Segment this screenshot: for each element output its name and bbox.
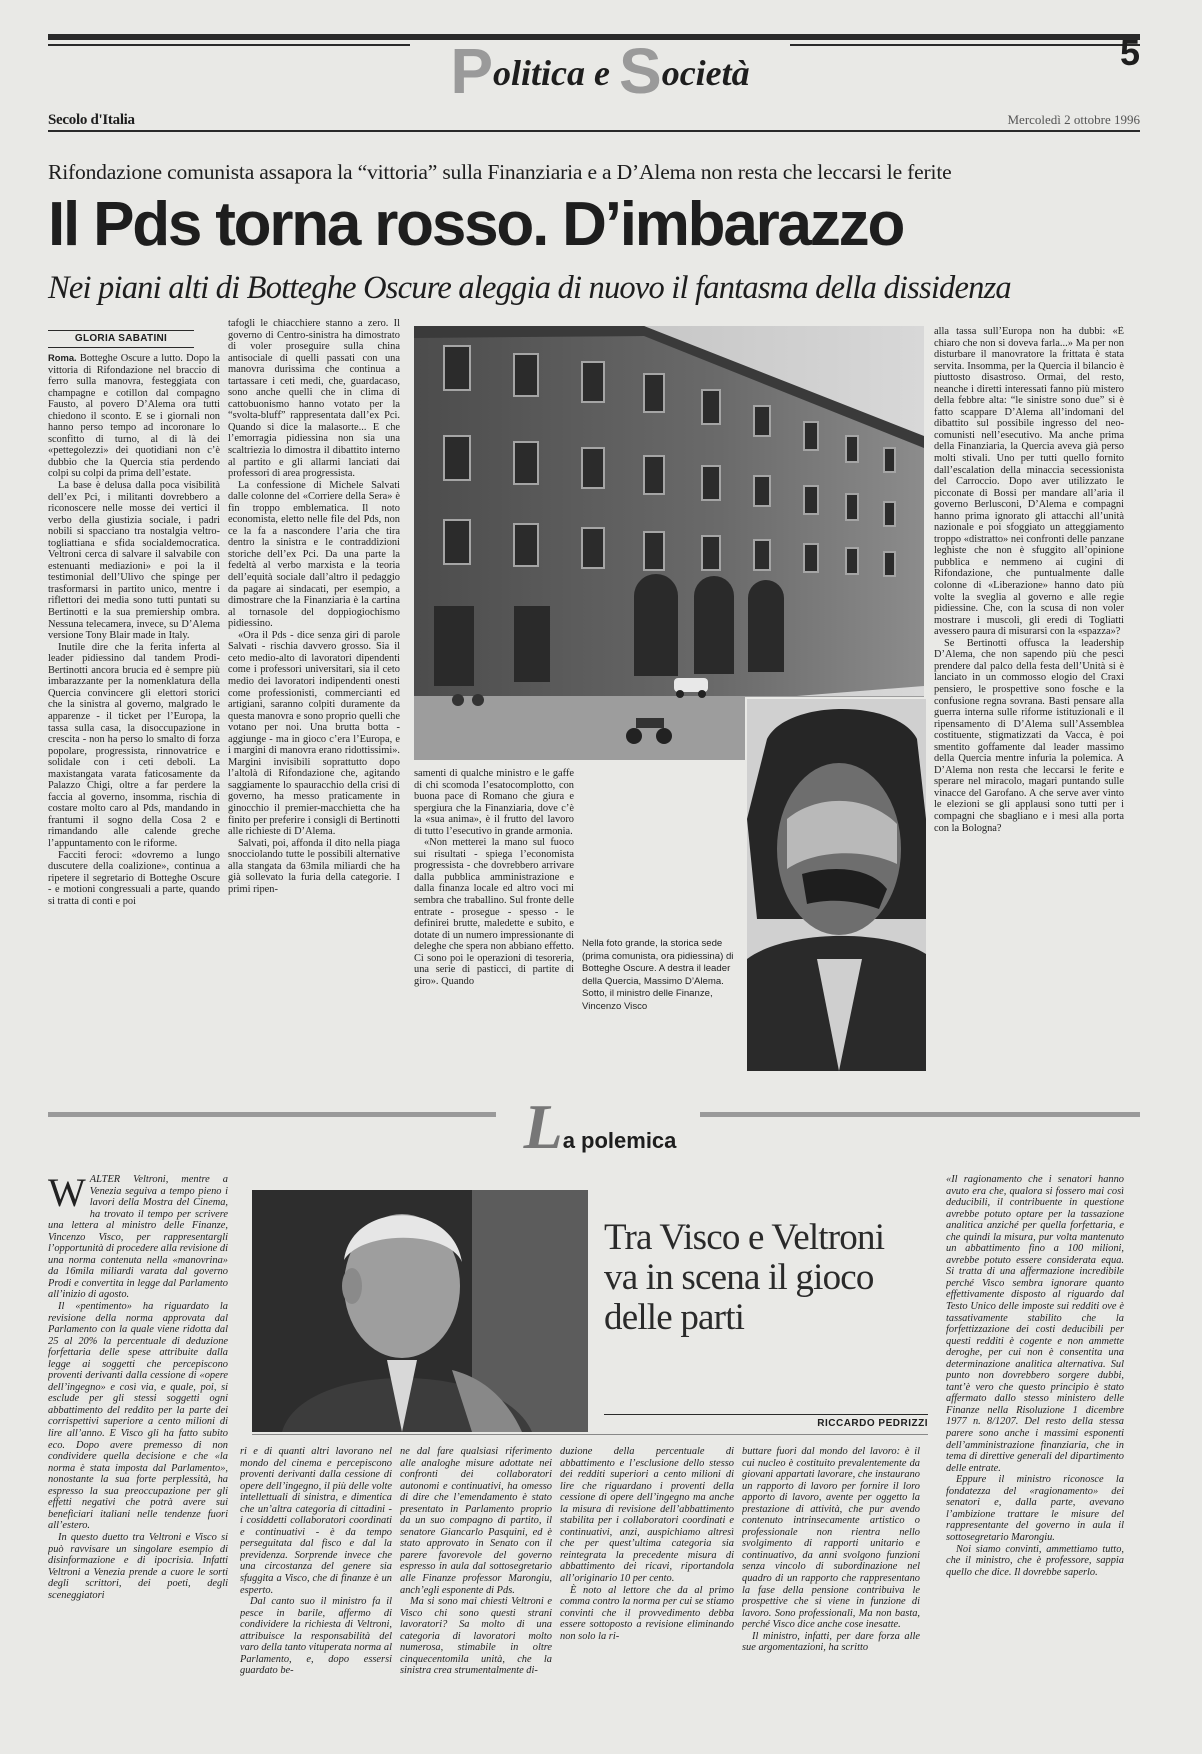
paper-name: Secolo d'Italia bbox=[48, 112, 135, 128]
lead-column-2 bbox=[228, 318, 400, 1042]
byline: GLORIA SABATINI bbox=[74, 333, 168, 344]
polemica-bottom-col-2 bbox=[400, 1446, 552, 1736]
dropcap-w: W bbox=[48, 1174, 86, 1215]
lead-col1-para-1: Botteghe Oscure a lutto. Dopo la vittoria di Rifondazione nel braccio di ferro sulla manovra, festeggiata con champagne e cotillon dal compagno Fausto, al povero D’Alema ora tutti chiedono il sconto. E se i giornali non hanno perso tempo ad incoronare lo sconfitto di turno, al di là dei «pettegolezzi» dei quotidiani non c’è dubbio che la Quercia stia perdendo colpi su colpi da prima dell’estate. bbox=[48, 353, 220, 480]
section-initial-s: S bbox=[619, 35, 662, 107]
polemica-left-column bbox=[48, 1174, 228, 1736]
kicker: Rifondazione comunista assapora la “vittoria” sulla Finanziaria e a D’Alema non resta che leccarsi le ferite bbox=[48, 160, 952, 184]
polemica-bottom-col-3 bbox=[560, 1446, 734, 1736]
polemica-left-para-2: Il «pentimento» ha riguardato la revisione della norma approvata dal Parlamento con la quale viene ridotta dal 25 al 20% la percentuale di deduzione forfettaria delle spese attribuite dalla legge ai soggetti che percepiscono proventi derivanti dalla cessione di «opere dell’ingegno» e così via, e quale, poi, si esclude per gli stessi soggetti ogni abbattimento del reddito per la parte dei corrispettivi superiore a cento milioni di lire all’anno. E Visco gli ha fatto subito eco. Dopo avere premesso di non condividere quella decisione e che «la norma è stata imposta dal Parlamento», nonostante la sua forte perplessità, ha espresso la sua preoccupazione per gli effetti negativi che potrà avere sui beneficiari italiani nelle tendenze fuori all’estero. bbox=[48, 1301, 228, 1532]
lead-column-3 bbox=[414, 768, 737, 1048]
lead-col2-para-4: Salvati, poi, affonda il dito nella piaga snocciolando tutte le possibili alternative alla stangata da 63mila miliardi che ha già sollevato la furia della categorie. I primi ripen- bbox=[228, 837, 400, 895]
polemica-bottom-para-6: È noto al lettore che da al primo comma contro la norma per cui se stiamo convinti che il provvedimento debba essere sottoposto a revisione eliminando non solo la ri- bbox=[560, 1584, 734, 1642]
page-number: 5 bbox=[1119, 32, 1140, 73]
building-illustration bbox=[414, 326, 924, 760]
lead-col4-para-1: alla tassa sull’Europa non ha dubbi: «È chiaro che non si doveva farla...» Ma per non disturbare il manovratore la frittata è stata servita. Insomma, per la Quercia il bilancio è piuttosto disastroso. Ormai, del resto, neanche i diretti interessati fanno più mistero della febbre alta: “le sinistre sono due” si è fatto scappare D’Alema all’indomani del dibattito sul possibile ingresso del neo-comunisti nell’esecutivo. Ma anche prima della Finanziaria, la Quercia aveva già perso molti stivali. Uno per tutti quello fornito dall’escalation della minaccia secessionista del Carroccio. Dopo aver utilizzato le picconate di Bossi per mandare all’aria il governo Berlusconi, D’Alema e compagni hanno prima ignorato gli attacchi all’unità nazionale e poi sfoggiato un atteggiamento troppo «distratto» nei confronti delle panzane leghiste che non è sfuggito all’opinione pubblica e nemmeno ai cugini di Rifondazione, che puntualmente dalle colonne di «Liberazione» hanno dato più volte la sveglia al governo e alle regie pidiessine. Che, con la scusa di non voler mostrare i muscoli, gli eredi di Togliatti avessero paura di misurarsi con la «spazza»? bbox=[934, 326, 1124, 638]
polemica-initial: L bbox=[523, 1091, 563, 1162]
photo-visco bbox=[252, 1190, 588, 1432]
lead-col2-para-3: «Ora il Pds - dice senza giri di parole Salvati - rischia davvero grosso. Sia il ceto medio-alto di lavoratori dipendenti come i professori universitari, sia il ceto medio dei lavoratori indipendenti onesti come professionisti, commercianti ed artigiani, saranno colpiti duramente da questa manovra e sono proprio quelli che votano per noi. Una brutta botta - aggiunge - ma in gioco c’era l’Europa, e i margini di manovra erano ridottissimi». Margini invisibili soprattutto dopo l’altolà di Rifondazione che, agitando saggiamente lo spauracchio della crisi di governo, ha messo praticamente in ginocchio il premier-macchietta che ha finito per preferire i consigli di Bertinotti alle richieste di D’Alema. bbox=[228, 629, 400, 838]
issue-date: Mercoledì 2 ottobre 1996 bbox=[1007, 112, 1140, 127]
polemica-left-para-1: ALTER Veltroni, mentre a Venezia seguiva a tempo pieno i lavori della Mostra del Cinema, ha trovato il tempo per scrivere una lettera al ministro delle Finanze, Vincenzo Visco, per rappresentargli l’opportunità di procedere alla revisione di una norma contenuta nella «manovrina» da 16mila miliardi varata dal governo Prodi e convertita in legge dal Parlamento all’inizio di agosto. bbox=[48, 1174, 228, 1301]
lead-col3-para-1: samenti di qualche ministro e le gaffe di chi scomoda l’esatocomplotto, con buona pace di Romano che giura e spergiura che la Finanziaria, dove c’è la «sua anima», è il frutto del lavoro di tutto l’esecutivo in grande armonia. bbox=[414, 768, 574, 837]
lead-col2-para-1: tafogli le chiacchiere stanno a zero. Il governo di Centro-sinistra ha dimostrato di voler proseguire sulla china antisociale di quelli passati con una manovra durissima che continua a tartassare i ceti medi, che, guardacaso, sono anche quelli che in clima di cattobuonismo hanno votato per la “svolta-bluff” rappresentata dall’ex Pci. Quando si dice la malasorte... E che l’emorragia pidiessina non sia una scaltriezia lo dimostra il dibattito interno al partito e gli allarmi lanciati dai professori di area progressista. bbox=[228, 318, 400, 480]
polemica-bottom-para-7: buttare fuori dal mondo del lavoro: è il cui nucleo è costituito prevalentemente da giovani appartati lavorare, che instaurano un rapporto di lavoro per fornire il loro apporto di lavoro, avente per oggetto la prestazione di attività, che pur avendo contenuto intrinsecamente artistico o professionale non rientra nello svolgimento di rapporti unitario e continuativo, da anni svolgono funzioni senza vincolo di subordinazione nel quadro di un rapporto che rappresentano la fase della pensione contribuiva le prospettive che si viene in funzione di lavoro. Sono professionali, Ma non basta, perché Visco dice anche cose inesatte. bbox=[742, 1446, 920, 1631]
dateline: Roma. bbox=[48, 352, 77, 363]
polemica-rule-left bbox=[48, 1112, 496, 1117]
polemica-title: Tra Visco e Veltroni va in scena il gioco delle parti bbox=[604, 1217, 885, 1338]
byline-rule-top bbox=[48, 330, 194, 331]
polemica-bottom-para-8: Il ministro, infatti, per dare forza alle sue argomentazioni, ha scritto bbox=[742, 1630, 920, 1654]
photo-botteghe-oscure bbox=[414, 326, 924, 760]
lead-col4-para-2: Se Bertinotti offusca la leadership D’Alema, che non sapendo più che pesci prendere dal palco della festa dell’Unità si è lanciato in un commosso elogio del Craxi pensiero, le prospettive sono fosche e la confusione regna sovrana. Basti pensare alla guerra interna sulle riforme istituzionali e il ripensamento di D’Alema sull’Assemblea costituente, stigmatizzati da Vacca, è poi smentito goffamente dal leader massimo della Quercia mentre infuria la polemica. A D’Alema non resta che leccarsi le ferite e sperare nel miracolo, magari puntando sulle vinacce del Garofano. A che serve aver vinto le elezioni se gli applausi sono tutti per i compagni che sbagliano e i mesi alla porta con la Bologna? bbox=[934, 637, 1124, 834]
polemica-right-column bbox=[946, 1174, 1124, 1736]
section-word-1: olitica e bbox=[493, 53, 619, 93]
lead-col1-para-4: Facciti feroci: «dovremo a lungo duscutere della coalizione», continua a ripetere il segretario di Botteghe Oscure - e motioni congressuali a parte, quando si tratta di conti e poi bbox=[48, 849, 220, 907]
polemica-bottom-para-4: Ma si sono mai chiesti Veltroni e Visco chi sono questi strani lavoratori? Sa molto di una categoria di lavoratori molto numerosa, stimabile in oltre cinquecentomila unità, che la sinistra crea strumentalmente di- bbox=[400, 1596, 552, 1677]
polemica-right-para-1: «Il ragionamento che i senatori hanno avuto era che, qualora si fossero mai così deducibili, il contribuente in questione avrebbe potuto optare per la tassazione analitica anziché per quella forfettaria, e che quindi la misura, pur volta mantenuto un abbattimento fino a 100 milioni, avrebbe potuto essere considerata equa. Si tratta di una affermazione incredibile perché Visco sembra ignorare quanto effettivamente disposto al riguardo dal Testo Unico delle imposte sui redditi ove è tassativamente stabilito che la forfettizzazione dei costi deducibili per questi redditi è cogente e non ammette deroghe, per cui non è consentita una determinazione analitica alternativa. Sul punto non dovrebbero sorgere dubbi, tant’è vero che questo principio è stato affermato dallo stesso ministero delle Finanze nella Risoluzione 1 dicembre 1977 n. 8/1207. Del resto della stessa parere sono anche i massimi esponenti dell’amministrazione finanziaria, che in tema di direttive generali del dipartimento delle entrate. bbox=[946, 1174, 1124, 1474]
polemica-byline-rule bbox=[604, 1414, 928, 1415]
polemica-bottom-col-1 bbox=[240, 1446, 392, 1736]
portrait-illustration bbox=[747, 699, 926, 1071]
lead-col3-para-2: «Non metterei la mano sul fuoco sui risultati - spiega l’economista progressista - che dovrebbero arrivare dalla pubblica amministrazione e dalla finanza locale ed altro voci mi sembra che traballino. Sul fronte delle entrate - prosegue - spesso - le definirei brutte, maledette e subito, e dotate di un numero impressionante di deleghe che spera non abbiano effetto. Ci sono poi le operazioni di tesoreria, una serie di pasticci, di partite di giro». Quando bbox=[414, 837, 574, 987]
polemica-label-text: a polemica bbox=[562, 1128, 677, 1153]
polemica-bottom-para-1: ri e di quanti altri lavorano nel mondo del cinema e percepiscono proventi derivanti dalla cessione di opere dell’ingegno, il più delle volte intellettuali di sinistra, e dimentica che un’altra categoria di cittadini - i cosiddetti collaboratori coordinati e continuativi - è da tempo perseguitata dal fisco e dal la previdenza. Sorprende invece che una circostanza del genere sia sfuggita a Visco, che di finanze è un esperto. bbox=[240, 1446, 392, 1596]
headline: Il Pds torna rosso. D’imbarazzo bbox=[48, 190, 904, 259]
polemica-right-para-2: Eppure il ministro riconosce la fondatezza del «ragionamento» dei senatori e, dalla parte, avevano l’ambizione trattare le misure del rappresentante del governo in aula il sottosegretario Marongiu. bbox=[946, 1474, 1124, 1543]
polemica-right-para-3: Noi siamo convinti, ammettiamo tutto, che il ministro, che è professore, sappia quello che dice. Il dovrebbe saperlo. bbox=[946, 1543, 1124, 1578]
polemica-bottom-col-4 bbox=[742, 1446, 920, 1736]
polemica-bottom-para-5: duzione della percentuale di abbattimento e l’esclusione dello stesso dei redditi superiori a cento milioni di lire che riguardano i proventi della cessione di opere dell’ingegno ma anche la misura di revisione dell’abbattimento stabilita per i collaboratori coordinati e continuativi, anzi, auspichiamo altresì che per quest’ultima categoria sia reintegrata la precedente misura di abbattimento dei ricavi, riportandola all’originario 10 per cento. bbox=[560, 1446, 734, 1585]
polemica-rule-right bbox=[700, 1112, 1140, 1117]
visco-illustration bbox=[252, 1190, 588, 1432]
polemica-box-bottom bbox=[252, 1434, 928, 1435]
polemica-label bbox=[500, 1090, 700, 1164]
masthead-underline bbox=[48, 130, 1140, 132]
section-initial-p: P bbox=[450, 35, 494, 107]
polemica-bottom-para-3: ne dal fare qualsiasi riferimento alle analoghe misure adottate nei confronti dei collaboratori autonomi e continuativi, ha omesso di dire che l’emendamento è stato presentato in Parlamento proprio da un suo compagno di partito, il senatore Giancarlo Pasquini, ed è stato approvato in Senato con il parere favorevole del governo espresso in aula dal sottosegretario alle Finanze professor Marongiu, anch’egli esponente di Pds. bbox=[400, 1446, 552, 1596]
polemica-left-para-3: In questo duetto tra Veltroni e Visco si può ravvisare un singolare esempio di disinformazione e di ipocrisia. Infatti Veltroni a Venezia prende a cuore le sorti degli scrittori, dei poeti, degli sceneggiatori bbox=[48, 1531, 228, 1601]
lead-col1-para-3: Inutile dire che la ferita inferta al leader pidiessino dal tandem Prodi-Bertinotti ancora brucia ed è sempre più imbarazzante per la nomenklatura della Quercia convincere gli elettori storici che la sinistra al governo, malgrado le apparenze - il ticket per l’Europa, la tassa sulla casa, la disoccupazione in crescita - non ha perso lo smalto di forza popolare, progressista, rinnovatrice e solidale con i ceti deboli. La maxistangata varata faticosamente da Palazzo Chigi, oltre a far perdere la faccia al governo, insomma, rischia di costare molto caro al Pds, mandando in frantumi il sogno della Cosa 2 e rimandando alle calende greche l’appuntamento con le riforme. bbox=[48, 641, 220, 849]
lead-col2-para-2: La confessione di Michele Salvati dalle colonne del «Corriere della Sera» è fin troppo emblematica. Il noto economista, eletto nelle file del Pds, non ce la fa a nascondere l’aria che tira dentro la sinistra e le contraddizioni storiche dell’ex Pci. Da una parte la fedeltà al verbo marxista e la teoria dell’equità sociale dall’altro il pedaggio da pagare ai sindacati, per esempio, a dimostrare che la Finanziaria è la cartina al tornasole del doppiogiochismo pidiessino. bbox=[228, 479, 400, 630]
byline-rule-bottom bbox=[48, 347, 194, 348]
lead-column-4 bbox=[934, 326, 1124, 1046]
top-rule-thin-left bbox=[48, 44, 410, 46]
polemica-bottom-para-2: Dal canto suo il ministro fa il pesce in barile, affermo di condividere la richiesta di Veltroni, attribuisce la responsabilità del varo della tanto vituperata norma al Parlamento, e, dopo essersi guardato be- bbox=[240, 1596, 392, 1677]
section-title bbox=[410, 34, 790, 107]
lead-col1-para-2: La base è delusa dalla poca visibilità dell’ex Pci, i militanti dovrebbero a riconoscere nelle mosse dei vertici il verbo della giustizia sociale, i padri nobili si spacciano tra nostalgia veltro-togliattiana e sfida socialdemocratica. Veltroni cerca di salvare il salvabile con estenuanti mediazioni» e poi la il testimonial dell’Ulivo che spinge per trasformarsi in partito unico, mentre i riflettori dei media sono tutti puntati su Bertinotti e la sua premiership ombra. Nessuna telecamera, invece, su D’Alema versione Tony Blair made in Italy. bbox=[48, 480, 220, 642]
photo-caption: Nella foto grande, la storica sede (prima comunista, ora pidiessina) di Botteghe Oscure. A destra il leader della Quercia, Massimo D’Alema. Sotto, il ministro delle Finanze, Vincenzo Visco bbox=[582, 938, 734, 1012]
polemica-byline: RICCARDO PEDRIZZI bbox=[817, 1418, 928, 1429]
section-word-2: ocietà bbox=[661, 53, 750, 93]
subhead: Nei piani alti di Botteghe Oscure aleggia di nuovo il fantasma della dissidenza bbox=[48, 270, 1011, 306]
lead-column-1 bbox=[48, 352, 220, 1042]
photo-dalema bbox=[745, 697, 926, 1071]
